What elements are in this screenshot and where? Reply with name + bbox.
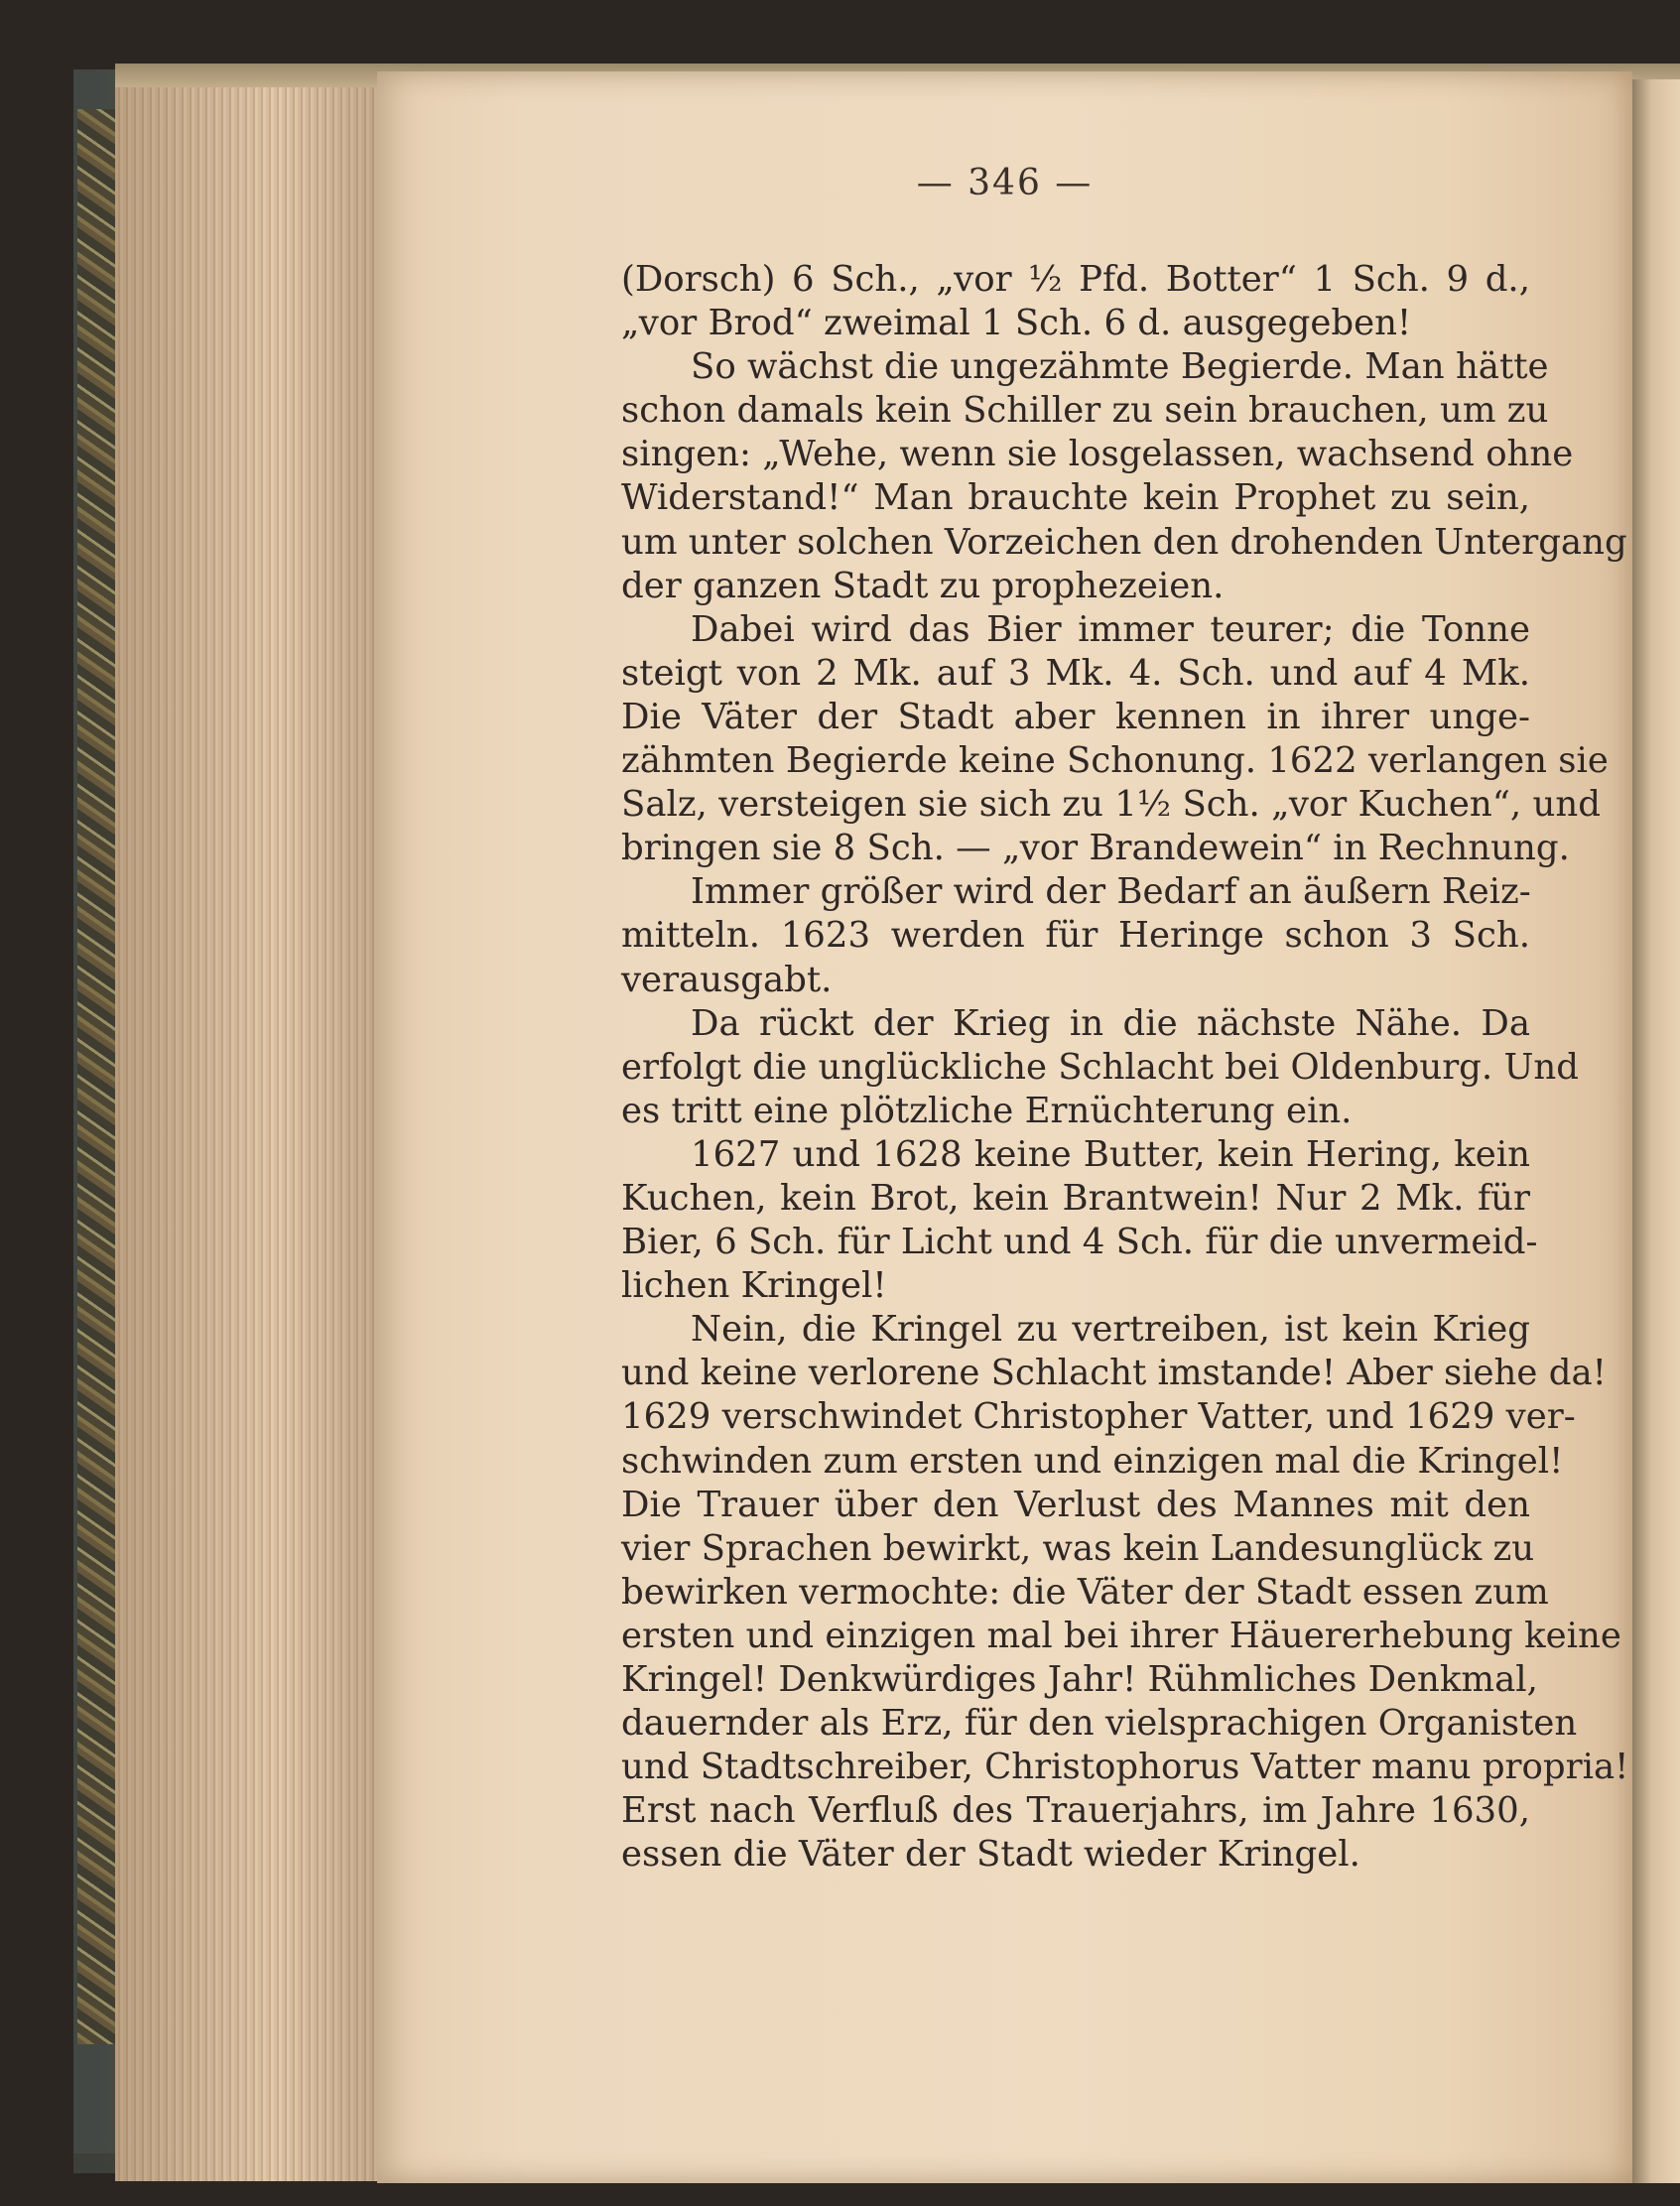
- text-line: es tritt eine plötzliche Ernüchterung ein.: [621, 1090, 1353, 1131]
- text-line: zähmten Begierde keine Schonung. 1622 verlangen sie: [621, 740, 1609, 782]
- text-line: steigt von 2 Mk. auf 3 Mk. 4. Sch. und auf 4 Mk.: [621, 652, 1530, 694]
- text-line: Die Trauer über den Verlust des Mannes mit den: [621, 1484, 1530, 1525]
- text-line: Kuchen, kein Brot, kein Brantwein! Nur 2 Mk. für: [621, 1177, 1530, 1219]
- book-page: [377, 71, 1632, 2183]
- text-line: Widerstand!“ Man brauchte kein Prophet zu sein,: [621, 477, 1530, 519]
- text-line: mitteln. 1623 werden für Heringe schon 3 Sch.: [621, 915, 1530, 957]
- text-line: und keine verlorene Schlacht imstande! Aber siehe da!: [621, 1353, 1607, 1394]
- text-line: verausgabt.: [621, 959, 833, 1000]
- text-line: erfolgt die unglückliche Schlacht bei Oldenburg. Und: [621, 1046, 1579, 1088]
- text-line: schwinden zum ersten und einzigen mal die Kringel!: [621, 1440, 1564, 1482]
- text-line: Nein, die Kringel zu vertreiben, ist kein Krieg: [691, 1309, 1530, 1351]
- text-line: 1627 und 1628 keine Butter, kein Hering, kein: [691, 1133, 1530, 1175]
- text-line: und Stadtschreiber, Christophorus Vatter manu propria!: [621, 1747, 1629, 1788]
- text-line: So wächst die ungezähmte Begierde. Man hätte: [691, 346, 1549, 388]
- text-line: (Dorsch) 6 Sch., „vor ½ Pfd. Botter“ 1 Sch. 9 d.,: [621, 259, 1530, 300]
- text-line: singen: „Wehe, wenn sie losgelassen, wachsend ohne: [621, 434, 1574, 475]
- text-line: Erst nach Verfluß des Trauerjahrs, im Jahre 1630,: [621, 1790, 1530, 1832]
- text-line: 1629 verschwindet Christopher Vatter, und 1629 ver-: [621, 1396, 1576, 1438]
- page-number: — 346 —: [916, 163, 1094, 203]
- text-line: Die Väter der Stadt aber kennen in ihrer unge-: [621, 696, 1530, 737]
- text-line: lichen Kringel!: [621, 1265, 887, 1307]
- text-line: Bier, 6 Sch. für Licht und 4 Sch. für die unvermeid-: [621, 1222, 1538, 1263]
- text-line: essen die Väter der Stadt wieder Kringel.: [621, 1834, 1360, 1876]
- text-line: Kringel! Denkwürdiges Jahr! Rühmliches Denkmal,: [621, 1659, 1538, 1700]
- page-block-shading: [115, 87, 383, 2181]
- text-line: „vor Brod“ zweimal 1 Sch. 6 d. ausgegeben!: [621, 303, 1412, 344]
- page-body-text: [621, 258, 1629, 1877]
- text-line: der ganzen Stadt zu prophezeien.: [621, 565, 1225, 606]
- text-line: Immer größer wird der Bedarf an äußern Reiz-: [691, 871, 1531, 913]
- text-line: Salz, versteigen sie sich zu 1½ Sch. „vor Kuchen“, und: [621, 784, 1601, 826]
- text-line: Da rückt der Krieg in die nächste Nähe. Da: [691, 1002, 1530, 1044]
- text-line: ersten und einzigen mal bei ihrer Häuererhebung keine: [621, 1615, 1621, 1656]
- text-line: schon damals kein Schiller zu sein brauchen, um zu: [621, 390, 1549, 432]
- marbled-cover-edge: [77, 109, 117, 2044]
- text-line: dauernder als Erz, für den vielsprachigen Organisten: [621, 1703, 1578, 1745]
- text-line: um unter solchen Vorzeichen den drohenden Untergang: [621, 521, 1627, 563]
- book-gutter: [1632, 79, 1680, 2183]
- text-line: bewirken vermochte: die Väter der Stadt essen zum: [621, 1571, 1549, 1613]
- text-line: Dabei wird das Bier immer teurer; die Tonne: [691, 608, 1530, 650]
- text-line: vier Sprachen bewirkt, was kein Landesunglück zu: [621, 1527, 1535, 1569]
- text-line: bringen sie 8 Sch. — „vor Brandewein“ in Rechnung.: [621, 828, 1570, 869]
